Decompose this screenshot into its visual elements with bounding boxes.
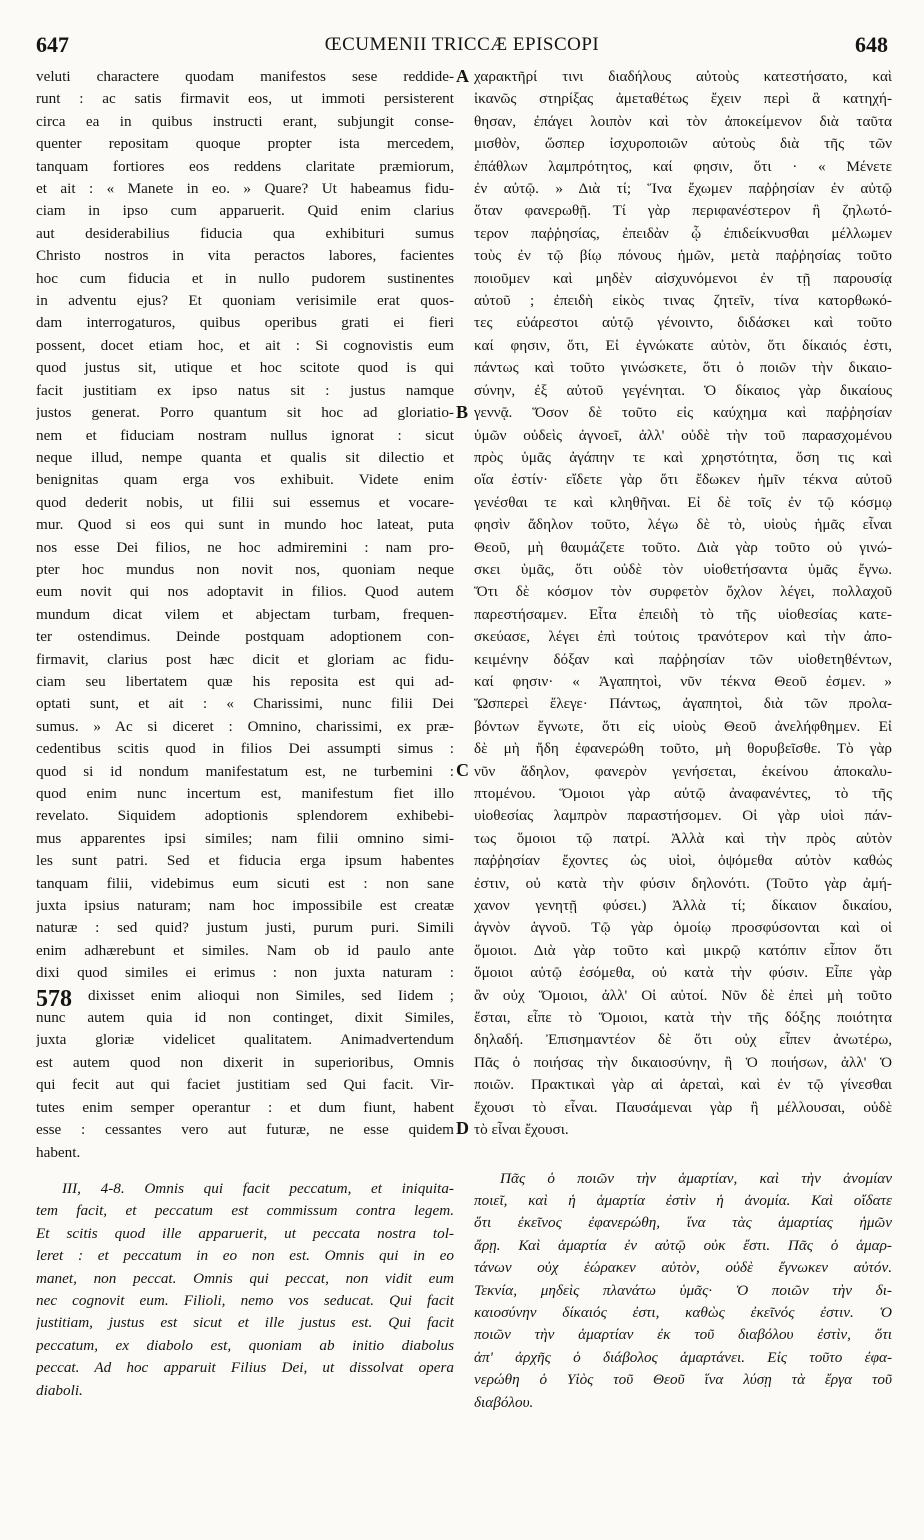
text-line: ἐστιν, οὐ κατὰ τὴν φύσιν δηλονότι. (Τοῦτο γὰρ ἀμή-	[474, 874, 892, 892]
text-line: runt : ac satis firmavit eos, ut immoti persisterent	[36, 90, 454, 108]
text-line: est autem quod non dixerit in superioribus, Omnis	[36, 1053, 454, 1071]
text-line: juxta ipsius naturam; nam hoc impossibile est creatæ	[36, 897, 454, 915]
text-line: γεννᾷ. Ὅσον δὲ τοῦτο εἰς καύχημα καὶ παῤῥησίαν	[474, 404, 892, 422]
text-line: βόντων ἔγνωτε, ὅτι εἰς υἱοὺς Θεοῦ ἀνελήφθημεν. Εἰ	[474, 717, 892, 735]
margin-marker-d: D	[456, 1118, 469, 1138]
text-line: καί φησιν· « Ἀγαπητοὶ, νῦν τέκνα Θεοῦ ἐσμεν. »	[474, 672, 892, 690]
text-line: μισθὸν, ὥσπερ ἰσχυροποιῶν αὐτοὺς διὰ τῆς τῶν	[474, 135, 892, 153]
text-line: manet, non peccat. Omnis qui peccat, non vidit eum	[36, 1269, 454, 1287]
text-line: optati sunt, et ait : « Charissimi, nunc filii Dei	[36, 695, 454, 713]
text-line: πτομένου. Ὅμοιοι γὰρ αὐτῷ ἀναφανέντες, τὸ τῆς	[474, 785, 892, 802]
text-line: ὅτι ἐκεῖνος ἐφανερώθη, ἵνα τὰς ἁμαρτίας ἡμῶν	[474, 1214, 892, 1232]
column-number: 578	[36, 986, 72, 1012]
text-line: tutes enim semper operantur : et dum fiunt, habent	[36, 1098, 454, 1116]
text-line: θησαν, ἐπάγει λοιπὸν καὶ τὸν ἀποκείμενον διὰ ταῦτα	[474, 112, 892, 130]
text-line: ἔχουσι τὸ εἶναι. Παυσάμεναι γὰρ ἢ μέλλουσαι, οὐδὲ	[474, 1098, 892, 1116]
text-line: παρεστήσαμεν. Εἶτα ἐπειδὴ τὸ τῆς υἱοθεσίας κατε-	[474, 605, 892, 623]
text-line: δηλαδή. Ἐπισημαντέον δὲ ὅτι οὐχ εἶπεν ἀνωτέρω,	[474, 1031, 892, 1049]
text-line: χαρακτῆρί τινι διαδήλους αὐτοὺς κατεστήσατο, καὶ	[474, 68, 892, 85]
text-line: τὸ εἶναι ἔχουσι.	[474, 1121, 569, 1139]
text-line: τερον παῤῥησίας, ἐπειδὰν ᾧ ἐπιδείκνυσθαι μέλλωμεν	[474, 224, 892, 242]
text-line: ποιῶν. Πρακτικαὶ γὰρ αἱ ἀρεταὶ, καὶ ἐν τῷ γίνεσθαι	[474, 1076, 892, 1094]
text-line: tanquam fortiores eos reddens claritate præmiorum,	[36, 157, 454, 175]
text-line: ἱκανῶς στηρίξας ἀμεταθέτως ἔχειν περὶ ἃ κατηχή-	[474, 90, 892, 108]
text-line: quod justus sit, utique et hoc scitote quod is qui	[36, 359, 454, 377]
text-line: pter hoc mundus non novit nos, quoniam neque	[36, 560, 454, 578]
margin-marker-c: C	[456, 760, 469, 780]
text-line: mur. Quod si eos qui sunt in mundo hoc lateat, puta	[36, 516, 454, 534]
text-line: παῤῥησίαν ἔχοντες ὡς υἱοὶ, ὀψόμεθα αὐτὸν καθώς	[474, 852, 892, 870]
greek-column	[474, 66, 892, 1414]
text-line: III, 4-8. Omnis qui facit peccatum, et iniquita-	[62, 1179, 454, 1197]
text-line: revelato. Siquidem adoptionis splendorem exhibebi-	[36, 807, 454, 825]
text-line: quenter repositam quoque propter ista mercedem,	[36, 135, 454, 153]
text-line: quod dederit nobis, ut filii sui essemus et vocare-	[36, 493, 454, 511]
text-line: νῦν ἄδηλον, φανερὸν γενήσεται, ἐκείνου ἀποκαλυ-	[474, 762, 892, 780]
text-line: nos esse Dei filios, ne hoc admiremini : nam pro-	[36, 538, 454, 556]
text-line: diaboli.	[36, 1381, 83, 1399]
text-line: nunc autem quia id non continget, dixit Similes,	[36, 1009, 454, 1027]
margin-marker-b: B	[456, 402, 469, 422]
text-line: quod si id nondum manifestatum est, ne turbemini :	[36, 762, 454, 780]
text-line: Et scitis quod ille apparuerit, ut peccata nostra tol-	[36, 1224, 454, 1242]
page-number-right: 648	[855, 32, 888, 57]
text-line: eum novit qui nos adoptavit in filios. Quod autem	[36, 583, 454, 601]
text-line: possent, docet etiam hoc, et ait : Si cognovistis eum	[36, 336, 454, 354]
text-line: χανον γενητῇ φύσει.) Ἀλλὰ τί; δίκαιον δικαίου,	[474, 897, 892, 915]
text-line: ἐπάθλων λαμπρότητος, καί φησιν, ὅτι · « Μένετε	[474, 157, 892, 175]
text-line: καί φησιν, ὅτι, Εἰ ἐγνώκατε αὐτὸν, ὅτι δίκαιός ἐστι,	[474, 336, 892, 354]
text-line: nem et fiduciam nostram nullus ignorat : sicut	[36, 426, 454, 444]
text-line: peccat. Ad hoc apparuit Filius Dei, ut dissolvat opera	[36, 1359, 454, 1377]
text-line: διαβόλου.	[474, 1393, 534, 1411]
text-line: ἁγνὸν ἁγνοῦ. Τῷ γὰρ ὁμοίῳ προσφύσονται καὶ οἱ	[474, 919, 892, 937]
text-line: φησὶν ἄδηλον τοῦτο, λέγω δὲ τὸ, υἱοὺς ἡμᾶς εἶναι	[474, 516, 892, 534]
text-line: ciam in ipso cum apparuerit. Quid enim clarius	[36, 202, 454, 220]
text-line: Ὥσπερεὶ ἔλεγε· Πάντως, ἀγαπητοὶ, διὰ τῶν προλα-	[474, 695, 892, 713]
text-line: peccatum, ex diabolo est, quoniam ab initio diabolus	[36, 1336, 454, 1354]
text-line: juxta gloriæ videlicet qualitatem. Animadvertendum	[36, 1031, 454, 1049]
latin-commentary	[36, 66, 454, 1164]
text-line: ἔσται, εἶπε τὸ Ὅμοιοι, κατὰ τὴν τῆς δόξης ποιότητα	[474, 1009, 892, 1027]
text-line: ciam seu libertatem quæ his reposita est qui ad-	[36, 672, 454, 690]
text-line: mundum dicat vilem et abjectam turbam, frequen-	[36, 605, 454, 623]
text-line: τες εὐάρεστοι αὐτῷ γένοιντο, διδάσκει καὶ τοῦτο	[474, 314, 892, 332]
text-line: ὑμῶν οὐδεὶς ἀγνοεῖ, ἀλλ' οὐδὲ τὴν τοῦ παρασχομένου	[474, 426, 892, 444]
text-line: veluti charactere quodam manifestos sese reddide-	[36, 68, 454, 85]
text-line: Πᾶς ὁ ποιήσας τὴν δικαιοσύνην, ἢ Ὁ ποιήσων, ἀλλ' Ὁ	[474, 1053, 892, 1071]
text-line: tanquam filii, videbimus eum sicuti est : non sane	[36, 874, 454, 892]
text-line: ὅμοιοι. Διὰ γὰρ τοῦτο καὶ μικρῷ κατόπιν εἶπον ὅτι	[474, 941, 892, 959]
text-line: mus apparentes ipsi similes; nam filii omnino simi-	[36, 829, 454, 847]
text-line: πρὸς ὑμᾶς ἀγάπην τε καὶ χρηστότητα, ὅση τις καὶ	[474, 448, 892, 466]
text-line: justitiam, justus est sicut et ille justus est. Qui facit	[36, 1314, 454, 1332]
text-line: ἐν αὐτῷ. » Διὰ τί; Ἵνα ἔχωμεν παῤῥησίαν ἐν αὐτῷ	[474, 180, 892, 198]
text-line: Christo nostros in vita peractos labores, facientes	[36, 247, 454, 265]
text-line: les sunt patri. Sed et fiducia erga ipsum habentes	[36, 852, 454, 870]
text-line: ποιεῖ, καὶ ἡ ἁμαρτία ἐστὶν ἡ ἀνομία. Καὶ οἴδατε	[474, 1191, 892, 1209]
text-line: αὐτοῦ ; ἐπειδὴ εἰκὸς τινας ζητεῖν, τίνα κατορθωκό-	[474, 292, 892, 310]
text-line: circa ea in quibus instructi erant, subjungit conse-	[36, 112, 454, 130]
text-line: Τεκνία, μηδεὶς πλανάτω ὑμᾶς· Ὁ ποιῶν τὴν δι-	[474, 1281, 892, 1299]
latin-scripture	[36, 1178, 454, 1402]
text-line: habent.	[36, 1143, 81, 1161]
text-line: Θεοῦ, μὴ θαυμάζετε τοῦτο. Διὰ γὰρ τοῦτο οὐ γινώ-	[474, 538, 892, 556]
text-line: quod enim nunc incertum est, manifestum fiet illo	[36, 785, 454, 802]
text-line: ποιοῦμεν καὶ μηδὲν αἰσχυνόμενοι ἐν τῇ παρουσίᾳ	[474, 269, 892, 287]
running-title: ŒCUMENII TRICCÆ EPISCOPI	[324, 34, 600, 55]
text-line: ἄρῃ. Καὶ ἁμαρτία ἐν αὐτῷ οὐκ ἔστι. Πᾶς ὁ ἁμαρ-	[474, 1236, 892, 1254]
text-line: neque illud, nempe quanta et qualis sit dilectio et	[36, 448, 454, 466]
latin-column	[36, 66, 454, 1402]
text-line: qui fecit aut qui faciet justitiam sed Qui facit. Vir-	[36, 1076, 454, 1094]
greek-commentary	[474, 66, 892, 1142]
text-line: ὅμοιοι αὐτῷ ἐσόμεθα, οὐ κατὰ τὴν φύσιν. Εἶπε γὰρ	[474, 964, 892, 982]
text-line: Ὅτι δὲ κόσμον τὸν συρφετὸν ὄχλον λέγει, πολλαχοῦ	[474, 583, 892, 601]
text-line: σκεύασε, λέγει ἐπὶ τούτοις τρανότερον καὶ τὴν ἀπο-	[474, 628, 892, 646]
margin-marker-a: A	[456, 66, 469, 86]
text-line: benignitas quam erga vos exhibuit. Videte enim	[36, 471, 454, 489]
text-line: naturæ : sed quid? justum justi, purum puri. Simili	[36, 919, 454, 937]
text-line: τάνων οὐχ ἑώρακεν αὐτὸν, οὐδὲ ἔγνωκεν αὐτόν.	[474, 1259, 892, 1277]
text-line: hoc cum fiducia et in nullo pudorem sustinentes	[36, 269, 454, 287]
text-line: κειμένην δόξαν καὶ παῤῥησίαν τῶν υἱοθετηθέντων,	[474, 650, 892, 668]
text-line: firmavit, clarius post hæc dicit et gloriam ac fidu-	[36, 650, 454, 668]
text-line: γενέσθαι τε καὶ κληθῆναι. Εἰ δὲ τοῖς ἐν τῷ κόσμῳ	[474, 493, 892, 511]
text-line: nec cognovit eum. Filioli, nemo vos seducat. Qui facit	[36, 1291, 454, 1309]
greek-scripture	[474, 1168, 892, 1414]
text-line: leret : et peccatum in eo non est. Omnis qui in eo	[36, 1247, 454, 1265]
text-line: dixi quod similes ei erimus : non juxta naturam :	[36, 964, 454, 982]
text-line: ποιῶν τὴν ἁμαρτίαν ἐκ τοῦ διαβόλου ἐστὶν, ὅτι	[474, 1326, 892, 1344]
text-line: νερώθη ὁ Υἱὸς τοῦ Θεοῦ ἵνα λύσῃ τὰ ἔργα τοῦ	[474, 1371, 892, 1389]
text-line: justos generat. Porro quantum sit hoc ad gloriatio-	[36, 404, 454, 422]
text-line: ἂν οὐχ Ὅμοιοι, ἀλλ' Οἱ αὐτοί. Νῦν δὲ ἐπεὶ μὴ τοῦτο	[474, 986, 892, 1004]
text-line: sumus. » Ac si diceret : Omnino, charissimi, ex præ-	[36, 717, 454, 735]
text-line: οἵα ἐστίν· εἴδετε γὰρ ὅτι ἔδωκεν ἡμῖν τέκνα αὐτοῦ	[474, 471, 892, 489]
text-line: facit justitiam ex ipso natus sit : justus namque	[36, 381, 454, 399]
text-line: dixisset enim alioqui non Similes, sed Iidem ;	[88, 986, 454, 1004]
text-line: τοὺς ἐν τῷ βίῳ πόνους ἡμῶν, μετὰ παῤῥησίας τοῦτο	[474, 247, 892, 265]
text-line: τως ὅμοιοι τῷ πατρί. Ἀλλὰ καὶ τὴν πρὸς αὐτὸν	[474, 829, 892, 847]
text-line: in adventu ejus? Et quoniam verisimile erat quos-	[36, 292, 454, 310]
text-line: dam interrogaturos, quibus operibus grati ei fieri	[36, 314, 454, 332]
text-line: esse : cessantes vero aut futuræ, ne esse quidem	[36, 1121, 454, 1139]
text-line: ὅταν φανερωθῇ. Τί γὰρ περιφανέστερον ἢ ζηλωτό-	[474, 202, 892, 220]
text-line: enim adhærebunt et similes. Nam ob id paulo ante	[36, 941, 454, 959]
text-line: ter ostendimus. Deinde postquam adoptionem con-	[36, 628, 454, 646]
text-line: πάντως καὶ τοῦτο γινώσκετε, ὅτι ὁ ποιῶν τὴν δικαιο-	[474, 359, 892, 377]
text-line: υἱοθεσίας λαμπρὸν παραστήσομεν. Οἱ γὰρ υἱοὶ πάν-	[474, 807, 892, 825]
text-line: δὲ μὴ ἤδη ἐφανερώθη τοῦτο, μὴ θορυβεῖσθε. Τὸ γὰρ	[474, 740, 892, 758]
text-line: Πᾶς ὁ ποιῶν τὴν ἁμαρτίαν, καὶ τὴν ἀνομίαν	[500, 1169, 892, 1187]
text-line: aut desiderabilius fiducia qua exhibituri sumus	[36, 224, 454, 242]
text-line: καιοσύνην δίκαιός ἐστι, καθὼς ἐκεῖνός ἐστιν. Ὁ	[474, 1303, 892, 1321]
page-number-left: 647	[36, 32, 69, 57]
text-line: σκει ὑμᾶς, ὅτι οὐδὲ τὸν υἱοθετήσαντα ὑμᾶς ἔγνω.	[474, 560, 892, 578]
text-line: cedentibus scitis quod in filios Dei assumpti simus :	[36, 740, 454, 758]
text-line: tem facit, et peccatum est commissum contra legem.	[36, 1202, 454, 1220]
text-line: σύνην, ἐξ αὐτοῦ γεγένηται. Ὁ δίκαιος γὰρ δικαίους	[474, 381, 892, 399]
page-header	[36, 32, 888, 62]
text-line: et ait : « Manete in eo. » Quare? Ut habeamus fidu-	[36, 180, 454, 198]
text-line: ἀπ' ἀρχῆς ὁ διάβολος ἁμαρτάνει. Εἰς τοῦτο ἐφα-	[474, 1348, 892, 1366]
